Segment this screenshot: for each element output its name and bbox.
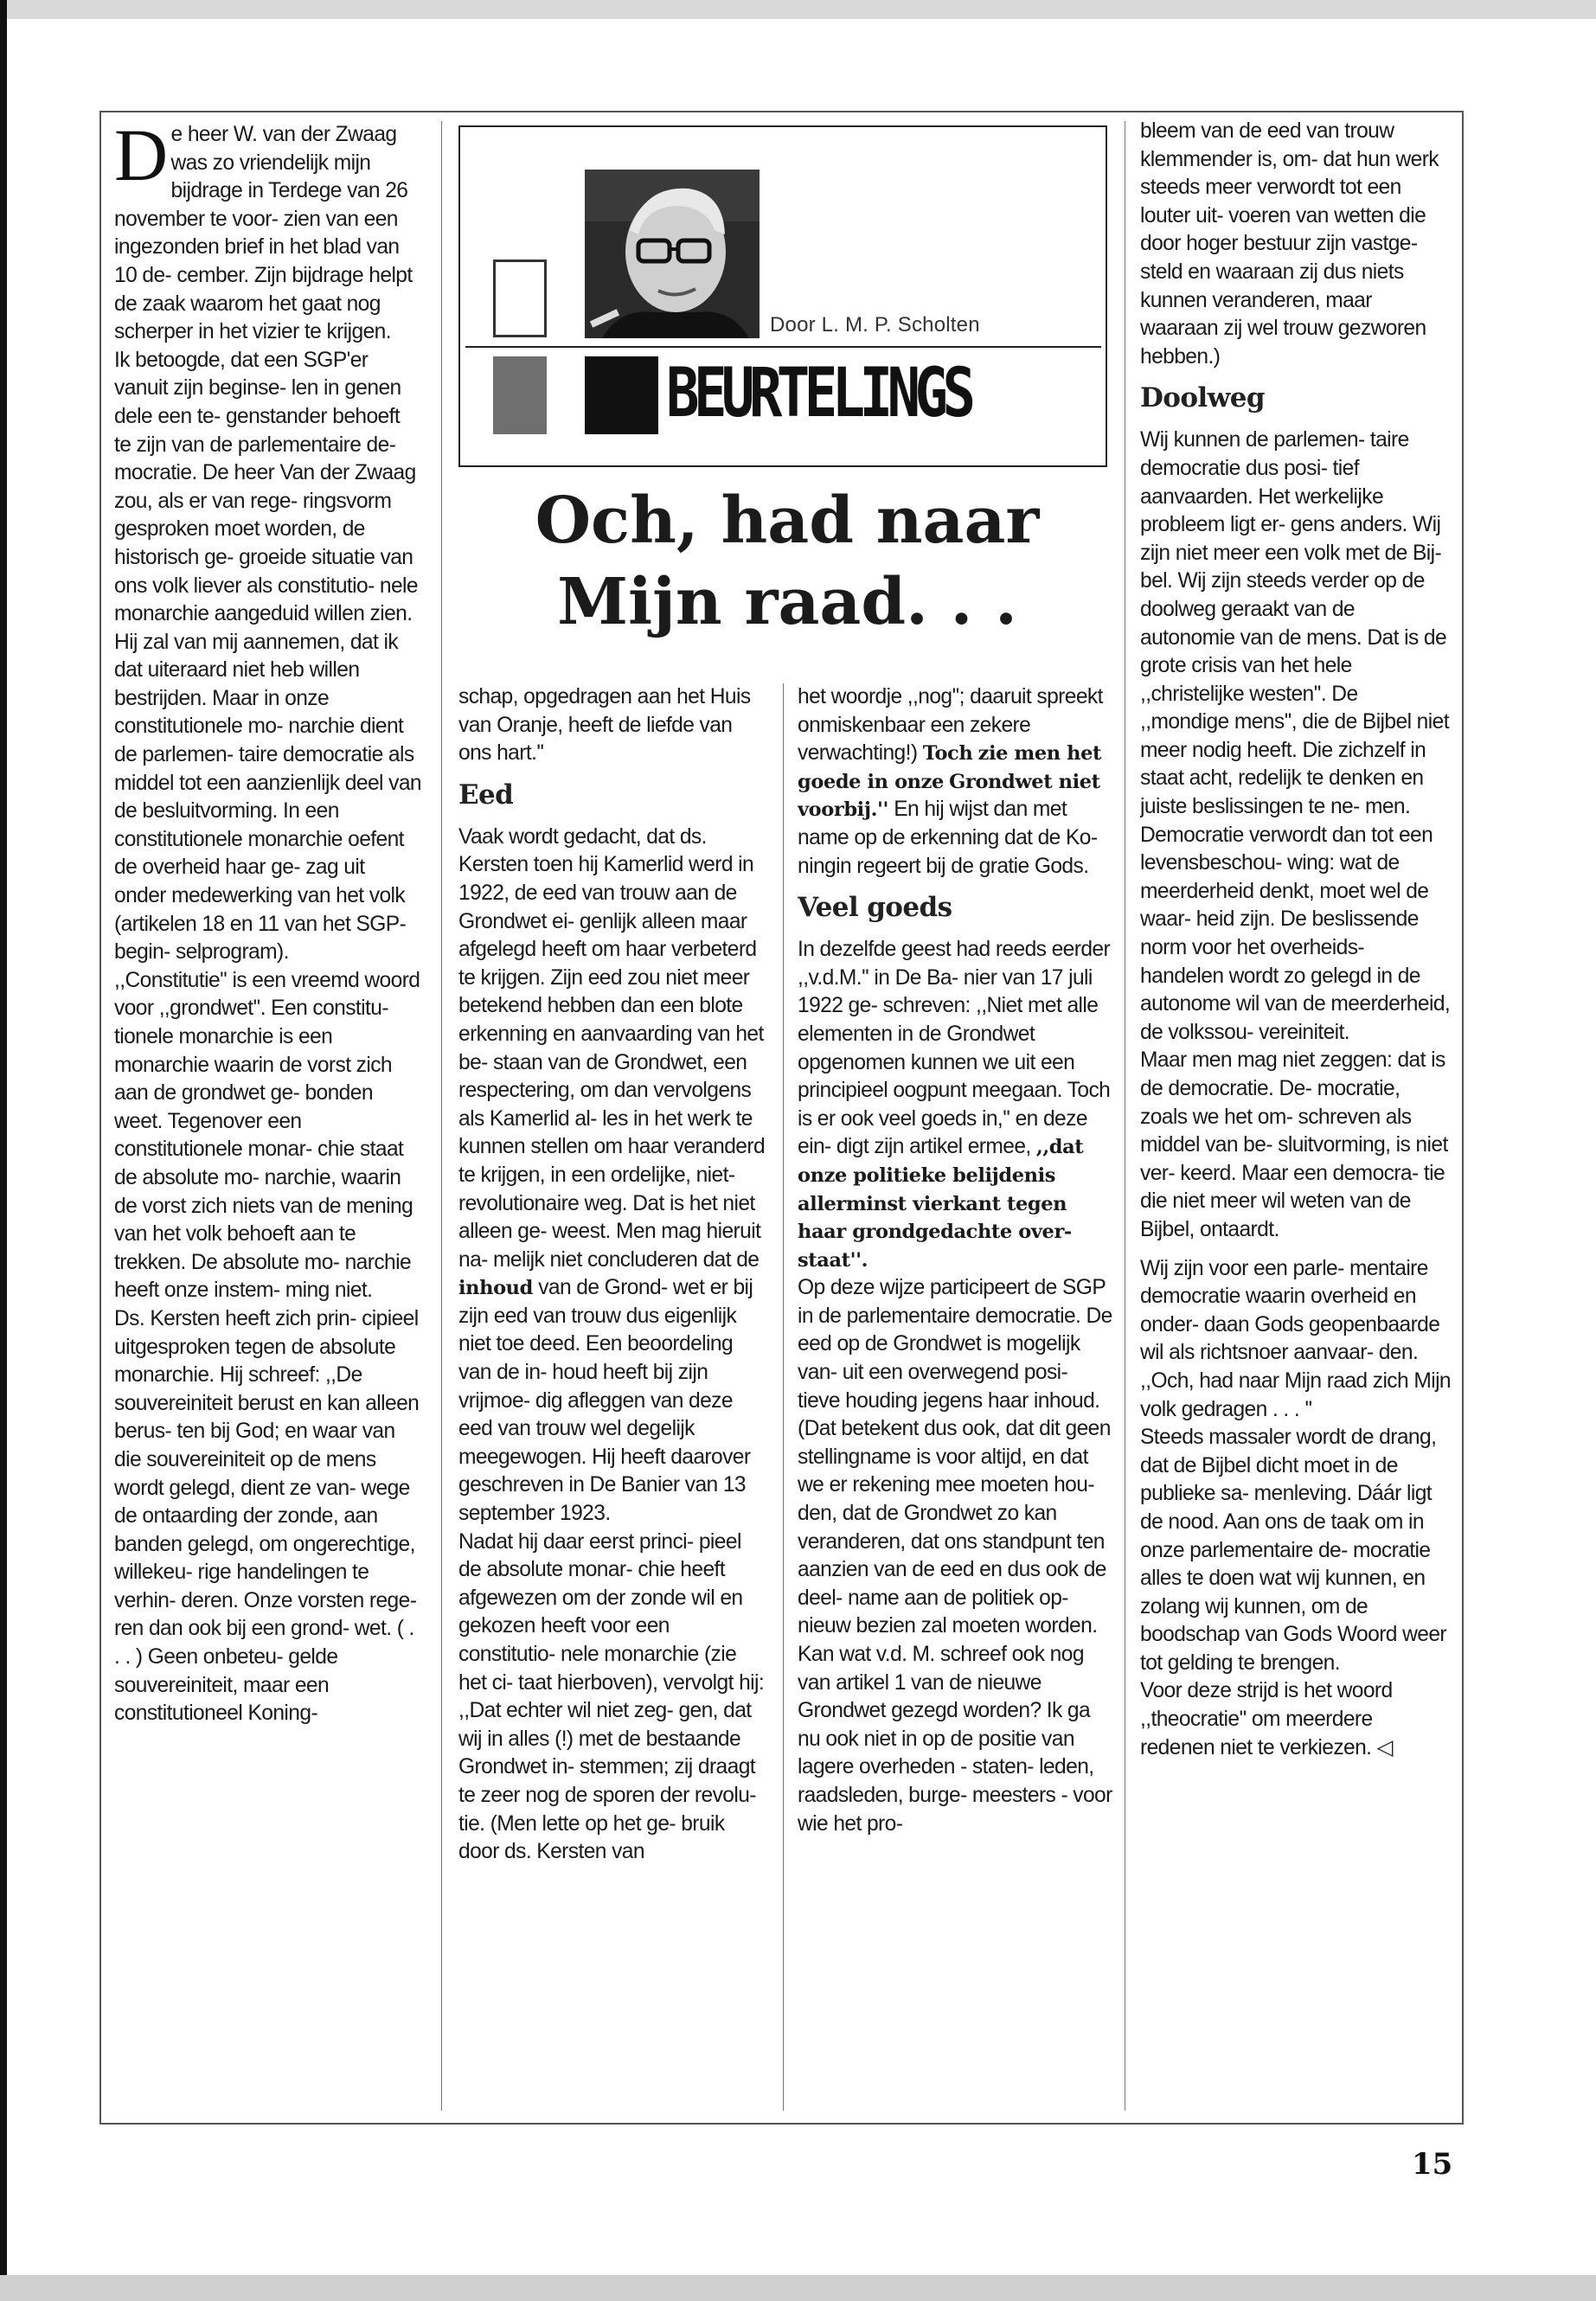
scan-edge-top [0, 0, 1596, 19]
title-line-1: Och, had naar [535, 484, 1040, 558]
paragraph: Wij zijn voor een parle- mentaire democratie waarin overheid en onder- daan Gods geopenbaarde wil als richtsnoer aanvaar- den. ,,Och, had naar Mijn raad zich Mijn volk gedragen . . . '' [1140, 1256, 1452, 1421]
emphasis-dat: ,,dat [1035, 1136, 1084, 1159]
subheading-veel-goeds: Veel goeds [798, 892, 952, 924]
scan-edge-left [0, 0, 7, 2301]
paragraph: Wij kunnen de parlemen- taire democratie dus posi- tief aanvaarden. Het werkelijke probleem ligt er- gens anders. Wij zijn niet meer een volk met de Bij- bel. Wij zijn steeds verder op de doolweg geraakt van de autonomie van de mens. Dat is de grote crisis van het hele ,,christelijke westen''. De ,,mondige mens'', die de Bijbel niet meer nodig heeft. Die zichzelf in staat acht, redelijk te denken en juiste beslissingen te ne- men. Democratie verwordt dan tot een levensbeschou- wing: wat de meerderheid denkt, moet wel de waar- heid zijn. De beslissende norm voor het overheids- handelen wordt zo gelegd in de autonome wil van de meerderheid, de volkssou- vereiniteit. [1140, 428, 1451, 1044]
text-column-2 [458, 683, 766, 2119]
decor-square-grey [493, 356, 547, 434]
author-portrait-icon [585, 170, 760, 338]
text-column-1 [114, 121, 421, 2119]
header-divider [465, 346, 1101, 348]
paragraph: Hij zal van mij aannemen, dat ik dat uiteraard niet heb willen bestrijden. Maar in onze constitutionele mo- narchie dient de parlemen- taire democratie als middel tot een aanzienlijk deel van de besluitvorming. In een constitutionele monarchie oefent de overheid haar ge- zag uit onder medewerking van het volk (artikelen 18 en 11 van het SGP-begin- selprogram). [114, 630, 421, 965]
byline: Door L. M. P. Scholten [770, 313, 980, 336]
page-number: 15 [1412, 2147, 1453, 2182]
paragraph: bleem van de eed van trouw klemmender is, om- dat hun werk steeds meer verwordt tot een louter uit- voeren van wetten die door hoger bestuur zijn vastge- steld en waaraan zij dus niets kunnen veranderen, maar waaraan zij wel trouw gezworen hebben.) [1140, 119, 1439, 369]
subheading-eed: Eed [458, 779, 514, 811]
title-line-2: Mijn raad. . . [557, 565, 1017, 639]
column-rule-1 [441, 121, 442, 2111]
paragraph: In dezelfde geest had reeds eerder ,,v.d.M.'' in De Ba- nier van 17 juli 1922 ge- schreven: ,,Niet met alle elementen in de Grondwet opgenomen kunnen we uit een principieel oogpunt meegaan. Toch is er ook veel goeds in,'' en deze ein- digt zijn artikel ermee, ,,dat onze politieke belijdenis allerminst vierkant tegen haar grondgedachte over- staat''. [798, 938, 1111, 1272]
drop-cap: D [114, 121, 168, 196]
decor-square-outline [493, 260, 547, 337]
paragraph: e heer W. van der Zwaag was zo vriendelijk mijn bijdrage in Terdege van 26 november te voor- zien van een ingezonden brief in het blad van 10 de- cember. Zijn bijdrage helpt de zaak waarom het gaat nog scherper in het vizier te krijgen. [114, 123, 413, 344]
text-column-3 [798, 683, 1113, 2119]
decor-square-black [585, 356, 658, 434]
paragraph: ,,Constitutie'' is een vreemd woord voor ,,grondwet''. Een constitu- tionele monarchie is een monarchie waarin de vorst zich aan de grondwet ge- bonden weet. Tegenover een constitutionele monar- chie staat de absolute mo- narchie, waarin de vorst zich niets van de mening van het volk behoeft aan te trekken. De absolute mo- narchie heeft onze instem- ming niet. [114, 968, 420, 1303]
column-rule-2 [783, 683, 784, 2111]
paragraph: Vaak wordt gedacht, dat ds. Kersten toen hij Kamerlid werd in 1922, de eed van trouw aan de Grondwet ei- genlijk alleen maar afgelegd heeft om haar verbeterd te krijgen. Zijn eed zou niet meer betekend hebben dan een blote erkenning en aanvaarding van het be- staan van de Grondwet, een respectering, om dan vervolgens als Kamerlid al- les in het werk te kunnen stellen om haar veranderd te krijgen, in een ordelijke, niet-revolutionaire weg. Dat is het niet alleen ge- weest. Men mag hieruit na- melijk niet concluderen dat de inhoud van de Grond- wet er bij zijn eed van trouw dus eigenlijk niet toe deed. Een beoordeling van de in- houd heeft bij zijn vrijmoe- dig afleggen van deze eed van trouw wel degelijk meegewogen. Hij heeft daarover geschreven in De Banier van 13 september 1923. [458, 824, 766, 1526]
paragraph: Op deze wijze participeert de SGP in de parlementaire democratie. De eed op de Grondwet is mogelijk van- uit een overwegend posi- tieve houding jegens haar inhoud. [798, 1276, 1112, 1413]
scan-edge-bottom [0, 2275, 1596, 2301]
emphasis-toch: Toch [922, 742, 973, 766]
paragraph: schap, opgedragen aan het Huis van Oranje, heeft de liefde van ons hart.'' [458, 685, 751, 766]
paragraph: (Dat betekent dus ook, dat dit geen stellingname is voor altijd, en dat we er rekening mee moeten hou- den, dat de Grondwet zo kan veranderen, dat ons standpunt ten aanzien van de eed en dus ook de deel- name aan de politiek op- nieuw bezien zal moeten worden. Kan wat v.d. M. schreef ook nog van artikel 1 van de nieuwe Grondwet gezegd worden? Ik ga nu ook niet in op de positie van lagere overheden - staten- leden, raadsleden, burge- meesters - voor wie het pro- [798, 1417, 1112, 1836]
paragraph: Voor deze strijd is het woord ,,theocratie'' om meerdere redenen niet te verkiezen. ◁ [1140, 1679, 1393, 1759]
text-column-4 [1140, 118, 1452, 2119]
paragraph: Ds. Kersten heeft zich prin- cipieel uitgesproken tegen de absolute monarchie. Hij schreef: ,,De souvereiniteit berust en kan alleen berus- ten bij God; en waar van die souvereiniteit op de mens wordt gelegd, dient ze van- wege de ontaarding der zonde, aan banden gelegd, om ongerechtige, willekeu- rige handelingen te verhin- deren. Onze vorsten rege- ren dan ook bij een grond- wet. ( . . . ) Geen onbeteu- gelde souvereiniteit, maar een constitutioneel Koning- [114, 1306, 420, 1726]
emphasis-inhoud: inhoud [458, 1277, 533, 1300]
paragraph: Nadat hij daar eerst princi- pieel de absolute monar- chie heeft afgewezen om der zonde wil en gekozen heeft voor een constitutio- nele monarchie (zie het ci- taat hierboven), vervolgt hij: ,,Dat echter wil niet zeg- gen, dat wij in alles (!) met de bestaande Grondwet in- stemmen; zij draagt te zeer nog de sporen der revolu- tie. (Men lette op het ge- bruik door ds. Kersten van [458, 1529, 765, 1864]
subheading-doolweg: Doolweg [1140, 382, 1265, 414]
paragraph: het woordje ,,nog''; daaruit spreekt onmiskenbaar een zekere verwachting!) Toch zie men het goede in onze Grondwet niet voorbij.'' En hij wijst dan met name op de erkenning dat de Ko- ningin regeert bij de gratie Gods. [798, 685, 1103, 878]
paragraph: Maar men mag niet zeggen: dat is de democratie. De- mocratie, zoals we het om- schreven als middel van be- sluitvorming, is niet ver- keerd. Maar een democra- tie die niet meer wil weten van de Bijbel, ontaardt. [1140, 1048, 1448, 1241]
rubric-title: BEURTELINGS [666, 355, 971, 433]
article-title [458, 480, 1116, 643]
paragraph: Ik betoogde, dat een SGP'er vanuit zijn beginse- len in genen dele een te- genstander behoeft te zijn van de parlementaire de- mocratie. De heer Van der Zwaag zou, als er van rege- ringsvorm gesproken moet worden, de historisch ge- groeide situatie van ons volk liever als constitutio- nele monarchie aangeduid willen zien. [114, 348, 419, 626]
author-photo [585, 170, 760, 338]
paragraph: Steeds massaler wordt de drang, dat de Bijbel dicht moet in de publieke sa- menleving. Dáár ligt de nood. Aan ons de taak om in onze parlementaire de- mocratie alles te doen wat wij kunnen, en zolang wij kunnen, om de boodschap van Gods Woord weer tot gelding te brengen. [1140, 1426, 1447, 1675]
